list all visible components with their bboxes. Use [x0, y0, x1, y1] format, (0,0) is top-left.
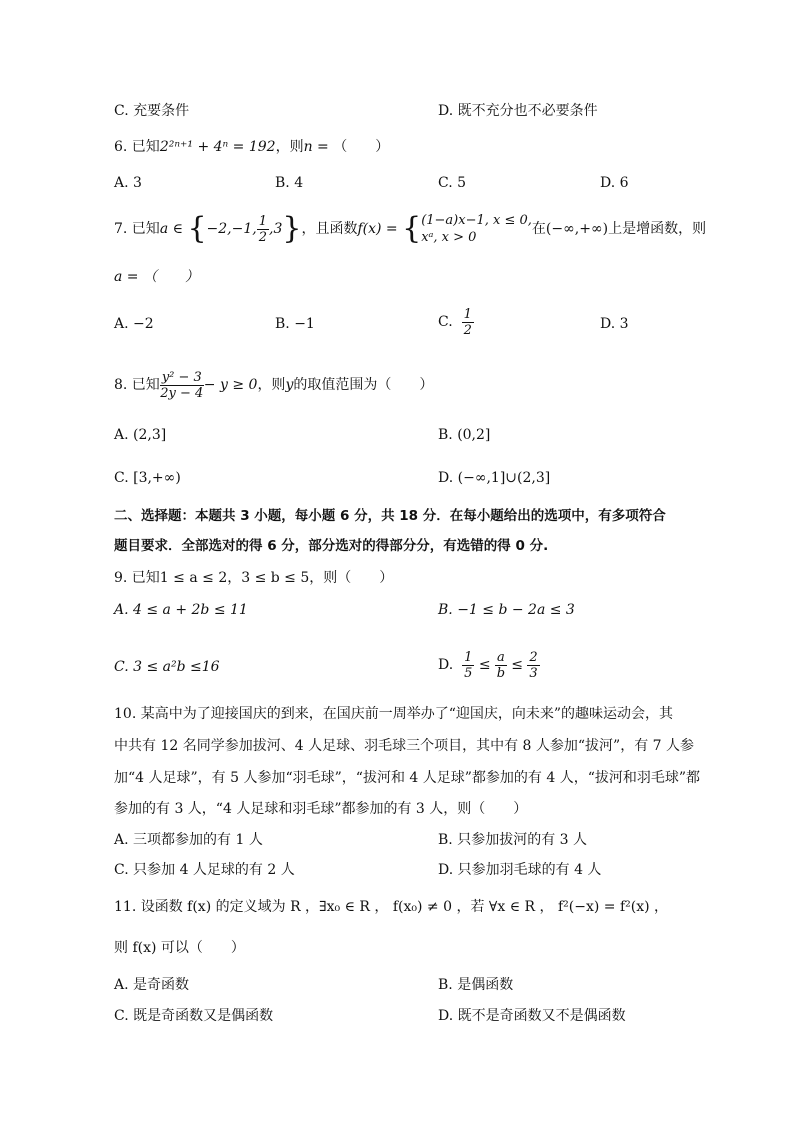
q11-option-c: C. 既是奇函数又是偶函数	[114, 1008, 274, 1024]
q7-option-c: C. $\frac{1}{2}$	[438, 306, 472, 338]
q9-option-b: B. −1 ≤ b − 2a ≤ 3	[438, 602, 575, 618]
q11-stem-line-1: 11. 设函数 f(x) 的定义域为 R ，∃x₀ ∈ R ， f(x₀) ≠ 0 ，若 ∀x ∈ R ， f²(−x) = f²(x) ，	[114, 899, 669, 915]
q10-stem-line-3: 加“4 人足球”，有 5 人参加“羽毛球”，“拔河和 4 人足球”都参加的有 4 人，“拔河和羽毛球”都	[114, 770, 701, 786]
q7-piece-2: xᵃ, x > 0	[421, 230, 477, 245]
q7-piece-1: (1−a)x−1, x ≤ 0,	[421, 213, 532, 228]
q11-option-b: B. 是偶函数	[438, 977, 514, 993]
q11-option-d: D. 既不是奇函数又不是偶函数	[438, 1008, 626, 1024]
q9-stem: 9. 已知1 ≤ a ≤ 2，3 ≤ b ≤ 5，则（ ）	[114, 570, 394, 586]
q7-line2: a = （ ）	[114, 269, 199, 285]
q7-option-a: A. −2	[114, 316, 154, 332]
q11-stem-line-2: 则 f(x) 可以（ ）	[114, 940, 245, 956]
q5-option-d: D. 既不充分也不必要条件	[438, 103, 598, 119]
q8-option-c: C. [3,+∞)	[114, 470, 181, 486]
q10-stem-line-4: 参加的有 3 人，“4 人足球和羽毛球”都参加的有 3 人，则（ ）	[114, 801, 528, 817]
q10-stem-line-1: 10. 某高中为了迎接国庆的到来，在国庆前一周举办了“迎国庆，向未来”的趣味运动会，其	[114, 706, 674, 722]
q6-option-c: C. 5	[438, 175, 467, 191]
q6-option-d: D. 6	[600, 175, 629, 191]
q10-option-c: C. 只参加 4 人足球的有 2 人	[114, 862, 295, 878]
q8-option-a: A. (2,3]	[114, 427, 167, 443]
q10-stem-line-2: 中共有 12 名同学参加拔河、4 人足球、羽毛球三个项目，其中有 8 人参加“拔河”，有 7 人参	[114, 738, 694, 754]
q11-option-a: A. 是奇函数	[114, 977, 190, 993]
q6-stem: 6. 已知2²ⁿ⁺¹ + 4ⁿ = 192，则n = （ ）	[114, 139, 390, 155]
section-2-heading: 二、选择题：本题共 3 小题，每小题 6 分，共 18 分．在每小题给出的选项中，有多项符合	[114, 508, 666, 524]
q8-option-b: B. (0,2]	[438, 427, 491, 443]
q6-equation: 2²ⁿ⁺¹ + 4ⁿ = 192	[159, 139, 276, 155]
q10-option-a: A. 三项都参加的有 1 人	[114, 832, 263, 848]
q7-option-b: B. −1	[275, 316, 315, 332]
section-2-heading-cont: 题目要求．全部选对的得 6 分，部分选对的得部分分，有选错的得 0 分.	[114, 538, 549, 554]
q7-option-d: D. 3	[600, 316, 629, 332]
q10-option-b: B. 只参加拔河的有 3 人	[438, 832, 587, 848]
q9-option-c: C. 3 ≤ a²b ≤16	[114, 659, 220, 675]
q10-option-d: D. 只参加羽毛球的有 4 人	[438, 862, 602, 878]
q9-option-a: A. 4 ≤ a + 2b ≤ 11	[114, 602, 248, 618]
q7-stem: 7. 已知a ∈ {−2,−1, $\frac{1}{2}$ ,3}，且函数f(x) = {(1−a)x−1, x ≤ 0, xᵃ, x > 0在(−∞,+∞)上是增函数，则	[114, 211, 707, 246]
q6-option-a: A. 3	[114, 175, 142, 191]
q8-stem: 8. 已知 $\frac{\text{y² − 3}}{2y - 4}$ − y ≥ 0，则y的取值范围为（ ）	[114, 369, 434, 401]
q8-option-d: D. (−∞,1]∪(2,3]	[438, 470, 551, 486]
q9-option-d: D. $\frac{1}{5}$ ≤ $\frac{a}{b}$ ≤ $\frac{2}{3}$	[438, 649, 538, 681]
q5-option-c: C. 充要条件	[114, 103, 190, 119]
q6-option-b: B. 4	[275, 175, 304, 191]
